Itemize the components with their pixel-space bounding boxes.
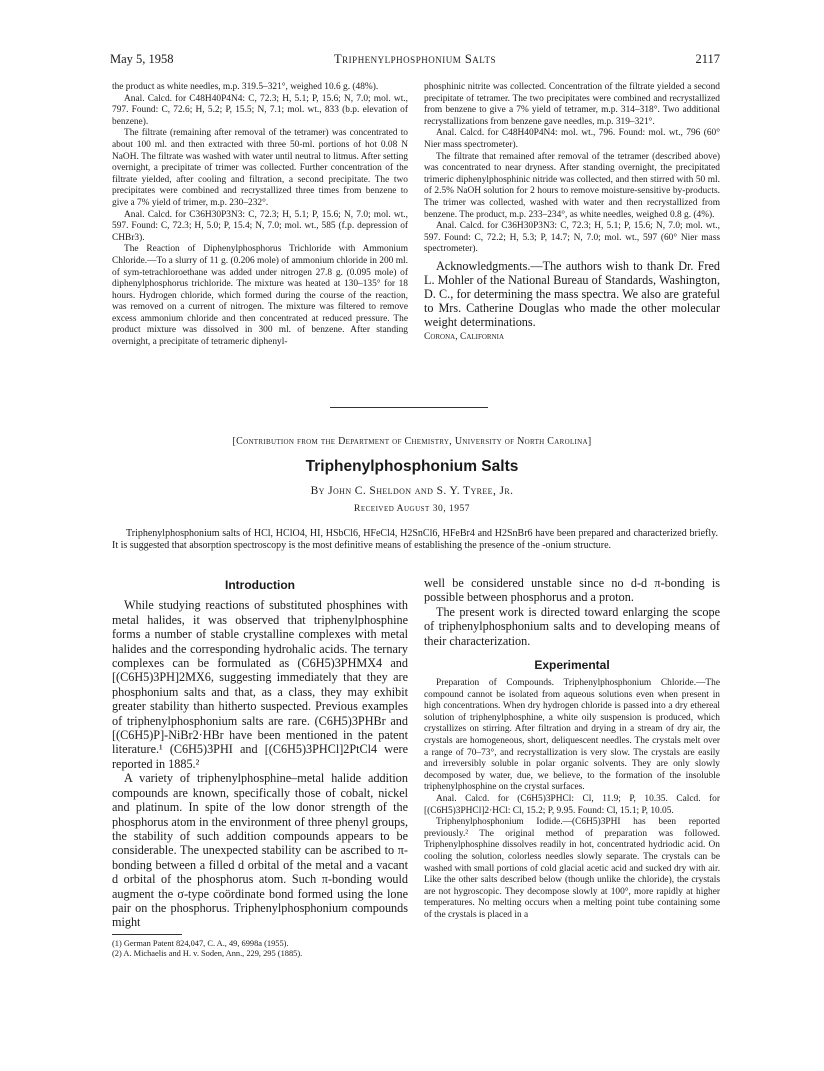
paragraph: The Reaction of Diphenylphosphorus Trichloride with Ammonium Chloride.—To a slurry of 11 g. (0.206 mole) of ammonium chloride in 200 ml. of sym-tetrachloroethane was added under nitrogen 27.8 g. (0.095 mole) of diphenylphosphorus trichloride. The mixture was heated at 130–135° for 18 hours. Hydrogen chloride, which formed during the course of the reaction, was removed on a current of nitrogen. The mixture was filtered to remove excess ammonium chloride and then concentrated at reduced pressure. The product mixture was dissolved in 300 ml. of benzene. After standing overnight, a precipitate of tetrameric diphenyl-	[112, 244, 408, 348]
paragraph: Preparation of Compounds. Triphenylphosphonium Chloride.—The compound cannot be isolated from aqueous solutions even when present in high concentrations. When dry hydrogen chloride is passed into a dry ethereal solution of triphenylphosphine, a white oily suspension is produced, which crystallizes on stirring. After filtration and drying in a stream of dry air, the crystals are homogeneous, short, deliquescent needles. The crystals melt over a range of 70–73°, and recrystallization is very slow. The crystals are easily and irreversibly soluble in polar organic solvents. They are only slowly decomposed by water, due, we believe, to the formation of the insoluble triphenylphosphine on the crystal surfaces.	[424, 678, 720, 793]
running-title: Triphenylphosphonium Salts	[334, 52, 496, 66]
experimental-heading: Experimental	[534, 658, 610, 673]
section-divider	[330, 407, 488, 408]
analysis-paragraph: Anal. Calcd. for C36H30P3N3: C, 72.3; H, 5.1; P, 15.6; N, 7.0; mol. wt., 597. Found: C, 72.2; H, 5.3; P, 14.7; N, 7.0; mol. wt., 597 (60° Nier mass spectrometer).	[424, 221, 720, 255]
footnote: (2) A. Michaelis and H. v. Soden, Ann., 229, 295 (1885).	[112, 949, 303, 959]
paragraph: Triphenylphosphonium Iodide.—(C6H5)3PHI has been reported previously.² The original method of preparation was followed. Triphenylphosphine dissolves readily in hot, concentrated hydriodic acid. On cooling the solution, colorless needles slowly separate. The crystals can be washed with small portions of cold glacial acetic acid and sucked dry with air. Like the other salts described below (though unlike the chloride), the crystals are not hygroscopic. They decompose slowly at 100°, more rapidly at higher temperatures. No melting occurs when a melting point tube containing some of the crystals is placed in a	[424, 817, 720, 920]
received-date: Received August 30, 1957	[354, 504, 470, 514]
introduction-heading: Introduction	[225, 578, 295, 592]
running-header	[110, 52, 720, 70]
authors: By John C. Sheldon and S. Y. Tyree, Jr.	[310, 485, 514, 497]
location: Corona, California	[424, 331, 505, 342]
paragraph: A variety of triphenylphosphine–metal halide addition compounds are known, specifically those of cobalt, nickel and platinum. In spite of the low donor strength of the phosphorus atom in the environment of three phenyl groups, the stability of such addition compounds appears to be considerable. The unexpected stability can be ascribed to π-bonding between a filled d orbital of the metal and a vacant d orbital of the phosphorus atom. Such π-bonding would augment the σ-type coördinate bond formed using the lone pair on the phosphorus. Triphenylphosphonium compounds might	[112, 771, 408, 930]
article-title: Triphenylphosphonium Salts	[305, 458, 519, 475]
paragraph: The present work is directed toward enlarging the scope of triphenylphosphonium salts and to developing means of their characterization.	[424, 604, 720, 648]
experimental-column	[424, 576, 720, 922]
paragraph: While studying reactions of substituted phosphines with metal halides, it was observed that triphenylphosphine forms a number of stable crystalline complexes with metal halides and the corresponding hydrohalic acids. The ternary complexes can be formulated as (C6H5)3PHMX4 and [(C6H5)3PH]2MX6, suggesting immediately that they are phosphonium salts and that, as a class, they may exhibit greater stability than hitherto suspected. Previous examples of triphenylphosphonium salts are rare. (C6H5)3PHBr and [(C6H5)P]-NiBr2·HBr have been mentioned in the patent literature.¹ (C6H5)3PHI and [(C6H5)3PHCl]2PtCl4 were reported in 1885.²	[112, 598, 408, 771]
footnote-rule	[112, 934, 182, 935]
analysis-paragraph: Anal. Calcd. for C36H30P3N3: C, 72.3; H, 5.1; P, 15.6; N, 7.0; mol. wt., 597. Found: C, 72.3; H, 5.0; P, 15.4; N, 7.0; mol. wt., 585 (f.p. depression of CHBr3).	[112, 209, 408, 243]
contribution-line: [Contribution from the Department of Chemistry, University of North Carolina]	[232, 436, 592, 447]
paragraph: well be considered unstable since no d-d π-bonding is possible between phosphorus and a proton.	[424, 576, 720, 605]
top-right-column	[424, 82, 720, 344]
paragraph: The filtrate (remaining after removal of the tetramer) was concentrated to about 100 ml. and then extracted with three 50-ml. portions of hot 0.08 N NaOH. The filtrate was washed with water until neutral to litmus. After setting overnight, a precipitate of trimer was collected. Further concentration of the filtrate yielded, after cooling and filtration, a second precipitate. The two precipitates were combined and recrystallized three times from benzene to give a 7% yield of trimer, m.p. 230–232°.	[112, 128, 408, 208]
issue-date: May 5, 1958	[110, 52, 174, 66]
analysis-paragraph: Anal. Calcd. for C48H40P4N4: C, 72.3; H, 5.1; P, 15.6; N, 7.0; mol. wt., 797. Found: C, 72.6; H, 5.2; P, 15.5; N, 7.1; mol. wt., 833 (b.p. elevation of benzene).	[112, 93, 408, 127]
paragraph: the product as white needles, m.p. 319.5–321°, weighed 10.6 g. (48%).	[112, 82, 379, 92]
page-number: 2117	[695, 52, 720, 66]
abstract: Triphenylphosphonium salts of HCl, HClO4, HI, HSbCl6, HFeCl4, H2SnCl6, HFeBr4 and H2SnBr6 have been prepared and characterized briefly. It is suggested that absorption spectroscopy is the most definitive means of establishing the presence of the -onium structure.	[112, 528, 718, 551]
paragraph: phosphinic nitrite was collected. Concentration of the filtrate yielded a second precipitate of tetramer. The two precipitates were combined and recrystallized from benzene to give a 7% yield of tetramer, m.p. 314–318°. Two additional recrystallizations from benzene gave needles, m.p. 319–321°.	[424, 82, 720, 127]
introduction-column	[112, 576, 408, 960]
analysis-paragraph: Anal. Calcd. for (C6H5)3PHCl: Cl, 11.9; P, 10.35. Calcd. for [(C6H5)3PHCl]2·HCl: Cl, 15.2; P, 9.95. Found: Cl, 15.1; P, 10.05.	[424, 793, 720, 816]
paragraph: The filtrate that remained after removal of the tetramer (described above) was concentrated to near dryness. After standing overnight, the precipitated trimeric diphenylphosphinic nitride was collected, and then stirred with 50 ml. of 2.5% NaOH solution for 2 hours to remove moisture-sensitive by-products. The trimer was collected, washed with water and then recrystallized from benzene. The product, m.p. 233–234°, as white needles, weighed 0.8 g. (4%).	[424, 151, 720, 220]
footnote: (1) German Patent 824,047, C. A., 49, 6998a (1955).	[112, 938, 289, 948]
acknowledgments: Acknowledgments.—The authors wish to thank Dr. Fred L. Mohler of the National Bureau of Standards, Washington, D. C., for determining the mass spectra. We also are grateful to Mrs. Catherine Douglas who made the other molecular weight determinations.	[424, 258, 720, 329]
top-left-column	[112, 82, 408, 349]
analysis-paragraph: Anal. Calcd. for C48H40P4N4: mol. wt., 796. Found: mol. wt., 796 (60° Nier mass spectrometer).	[424, 128, 720, 150]
